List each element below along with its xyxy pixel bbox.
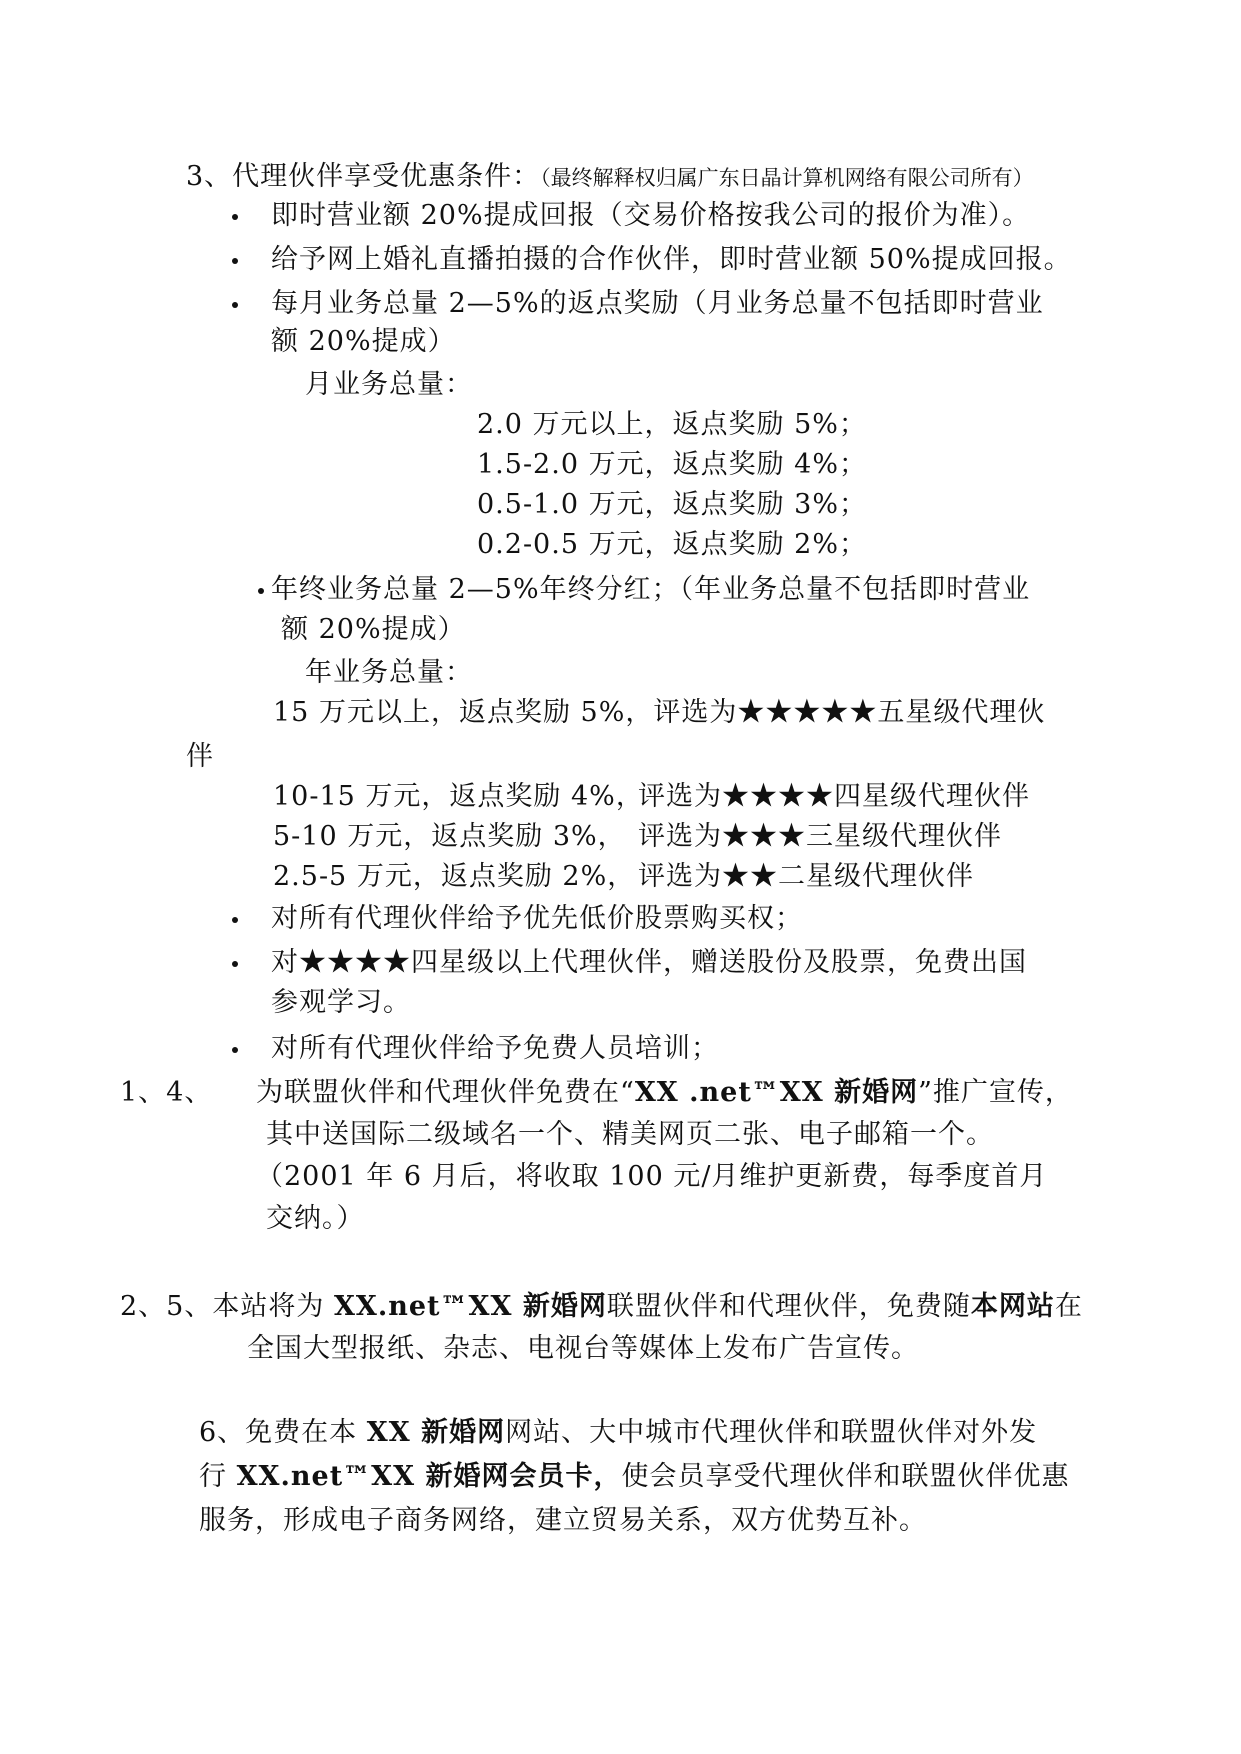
section-5-line-1: 2、5、本站将为 XX.net™XX 新婚网联盟伙伴和代理伙伴，免费随本网站在 <box>120 1291 1083 1322</box>
this-site: 本网站 <box>970 1291 1055 1322</box>
monthly-tier: 0.5-1.0 万元，返点奖励 3%； <box>477 489 867 520</box>
benefit-item-4-line-2: 额 20%提成） <box>281 614 466 645</box>
bullet-dot <box>232 961 238 967</box>
yearly-tier-1-line-2: 伴 <box>186 741 214 772</box>
section-4-line-4: 交纳。） <box>266 1203 365 1234</box>
section-4-line-2: 其中送国际二级域名一个、精美网页二张、电子邮箱一个。 <box>266 1119 994 1150</box>
monthly-tier: 1.5-2.0 万元，返点奖励 4%； <box>477 449 867 480</box>
benefit-item-4-line-1: 年终业务总量 2—5%年终分红；（年业务总量不包括即时营业 <box>271 574 1031 605</box>
bullet-dot <box>232 1047 238 1053</box>
monthly-total-label: 月业务总量： <box>305 369 473 400</box>
section-6-line-1: 6、免费在本 XX 新婚网网站、大中城市代理伙伴和联盟伙伴对外发 <box>199 1417 1038 1448</box>
site-name: XX.net™XX 新婚网 <box>333 1291 607 1322</box>
section-4-line-1: 为联盟伙伴和代理伙伴免费在“XX .net™XX 新婚网”推广宣传， <box>256 1077 1073 1108</box>
section-6-line-3: 服务，形成电子商务网络，建立贸易关系，双方优势互补。 <box>199 1505 927 1536</box>
benefit-item-3-line-1: 每月业务总量 2—5%的返点奖励（月业务总量不包括即时营业 <box>271 288 1044 319</box>
bullet-dot <box>232 258 238 264</box>
monthly-tier: 0.2-0.5 万元，返点奖励 2%； <box>477 529 867 560</box>
section-4-line-3: （2001 年 6 月后，将收取 100 元/月维护更新费，每季度首月 <box>256 1161 1048 1192</box>
benefit-item-2: 给予网上婚礼直播拍摄的合作伙伴，即时营业额 50%提成回报。 <box>271 244 1072 275</box>
section-3-heading: 3、代理伙伴享受优惠条件：（最终解释权归属广东日晶计算机网络有限公司所有） <box>186 161 1034 192</box>
section-6-line-2: 行 XX.net™XX 新婚网会员卡，使会员享受代理伙伴和联盟伙伴优惠 <box>199 1461 1070 1492</box>
benefit-item-3-line-2: 额 20%提成） <box>271 326 456 357</box>
yearly-tier-award: 评选为★★二星级代理伙伴 <box>638 861 974 892</box>
bullet-dot <box>232 917 238 923</box>
benefit-item-1: 即时营业额 20%提成回报（交易价格按我公司的报价为准）。 <box>271 200 1031 231</box>
yearly-total-label: 年业务总量： <box>305 657 473 688</box>
yearly-tier-range: 5-10 万元，返点奖励 3%， <box>273 821 626 852</box>
benefit-item-6-line-1: 对★★★★四星级以上代理伙伴，赠送股份及股票，免费出国 <box>271 947 1027 978</box>
benefit-item-6-line-2: 参观学习。 <box>271 987 411 1018</box>
bullet-dot <box>232 214 238 220</box>
copyright-note: （最终解释权归属广东日晶计算机网络有限公司所有） <box>540 166 1034 190</box>
section-4-number: 1、4、 <box>120 1077 213 1108</box>
bullet-dot <box>232 302 238 308</box>
section-5-line-2: 全国大型报纸、杂志、电视台等媒体上发布广告宣传。 <box>247 1333 919 1364</box>
yearly-tier-award: 评选为★★★★四星级代理伙伴 <box>638 781 1030 812</box>
yearly-tier-range: 10-15 万元，返点奖励 4%， <box>273 781 644 812</box>
site-name: XX .net™XX 新婚网 <box>634 1077 919 1108</box>
bullet-dot <box>258 588 264 594</box>
membership-card: XX.net™XX 新婚网会员卡， <box>236 1461 622 1492</box>
site-name: XX 新婚网 <box>366 1417 506 1448</box>
yearly-tier-award: 评选为★★★三星级代理伙伴 <box>638 821 1002 852</box>
monthly-tier: 2.0 万元以上，返点奖励 5%； <box>477 409 867 440</box>
benefit-item-7: 对所有代理伙伴给予免费人员培训； <box>271 1033 719 1064</box>
benefit-item-5: 对所有代理伙伴给予优先低价股票购买权； <box>271 903 803 934</box>
yearly-tier-range: 2.5-5 万元，返点奖励 2%， <box>273 861 636 892</box>
yearly-tier-1-line-1: 15 万元以上，返点奖励 5%，评选为★★★★★五星级代理伙 <box>273 697 1046 728</box>
